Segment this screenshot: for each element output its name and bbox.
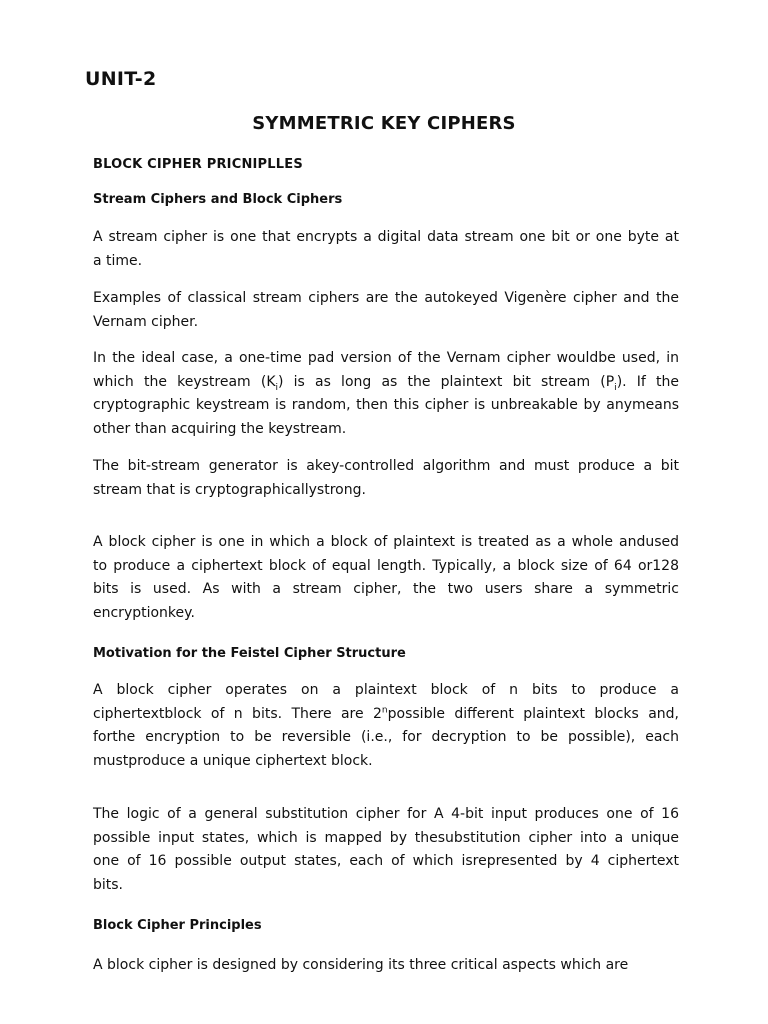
- text-line: A block cipher is one in which a block of plaintext is treated as a whole andused: [93, 534, 679, 550]
- text-line: bits.: [93, 876, 124, 893]
- text-line: stream that is cryptographicallystrong.: [93, 481, 366, 498]
- text-line: Examples of classical stream ciphers are the autokeyed Vigenère cipher and the: [93, 290, 679, 306]
- text-line: one of 16 possible output states, each of which isrepresented by 4 ciphertext: [93, 853, 679, 869]
- paragraph-block-cipher: [93, 531, 679, 625]
- text-line: The bit-stream generator is akey-controlled algorithm and must produce a bit: [93, 458, 679, 474]
- text-line: A block cipher operates on a plaintext block of n bits to produce a: [93, 682, 679, 698]
- text-line: other than acquiring the keystream.: [93, 420, 347, 437]
- subheading-block-principles: Block Cipher Principles: [93, 918, 262, 933]
- paragraph-block-operation: [93, 679, 679, 773]
- text-line: possible input states, which is mapped by thesubstitution cipher into a unique: [93, 829, 679, 846]
- text-line: bits is used. As with a stream cipher, the two users share a symmetric: [93, 581, 679, 597]
- text-line: forthe encryption to be reversible (i.e., for decryption to be possible), each: [93, 729, 679, 745]
- section-heading: BLOCK CIPHER PRICNIPLLES: [93, 157, 303, 172]
- text-line: A block cipher is designed by considering its three critical aspects which are: [93, 957, 629, 973]
- text-line: which the keystream $(K_i)$ is as long as the plaintext bit stream $(P_i)$. If the: [93, 373, 679, 393]
- text-line: Vernam cipher.: [93, 313, 199, 330]
- text-line: ciphertextblock of n bits. There are 2$^n$possible different plaintext blocks and,: [93, 704, 679, 722]
- subheading-feistel-motivation: Motivation for the Feistel Cipher Structure: [93, 646, 406, 661]
- paragraph-critical-aspects: [93, 954, 679, 978]
- page-title: SYMMETRIC KEY CIPHERS: [252, 113, 516, 134]
- text-line: a time.: [93, 252, 143, 269]
- subheading-stream-block: Stream Ciphers and Block Ciphers: [93, 192, 343, 207]
- text-line: The logic of a general substitution cipher for A 4-bit input produces one of 16: [93, 806, 679, 822]
- paragraph-bit-stream-generator: [93, 455, 679, 502]
- unit-heading: UNIT-2: [85, 68, 157, 90]
- paragraph-ideal-case: [93, 347, 679, 441]
- text-line: cryptographic keystream is random, then this cipher is unbreakable by anymeans: [93, 397, 679, 413]
- text-line: mustproduce a unique ciphertext block.: [93, 752, 373, 769]
- text-line: A stream cipher is one that encrypts a digital data stream one bit or one byte at: [93, 229, 679, 245]
- paragraph-stream-cipher: [93, 226, 679, 273]
- paragraph-substitution-logic: [93, 803, 679, 897]
- text-line: In the ideal case, a one-time pad version of the Vernam cipher wouldbe used, in: [93, 350, 679, 366]
- text-line: encryptionkey.: [93, 604, 195, 621]
- paragraph-classical-examples: [93, 287, 679, 334]
- text-line: to produce a ciphertext block of equal length. Typically, a block size of 64 or128: [93, 557, 679, 574]
